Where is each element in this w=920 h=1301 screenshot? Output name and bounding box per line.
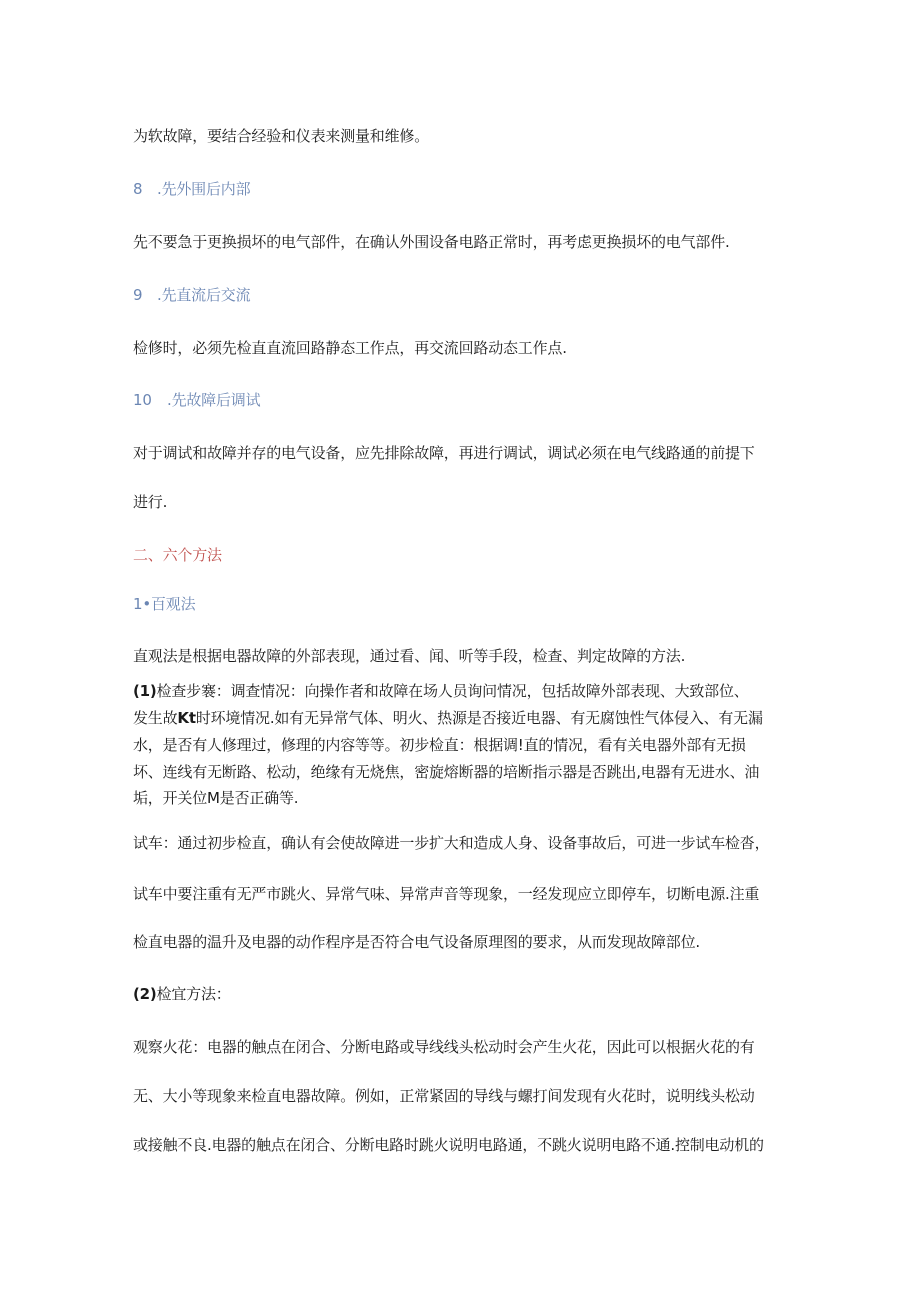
text: 发生故 (133, 709, 178, 727)
section-heading-10 (133, 390, 260, 410)
paragraph-line (133, 126, 429, 146)
section-heading-8 (133, 179, 250, 199)
paragraph-line (133, 788, 298, 808)
paragraph-line (133, 646, 685, 666)
heading-number: 9 (133, 286, 143, 304)
text: 先不要急于更换损坏的电气部件，在确认外围设备电路正常时，再考虑更换损坏的电气部件. (133, 233, 730, 251)
subsection-heading-1 (133, 594, 195, 614)
bold-fragment: Kt (177, 709, 196, 727)
text: 检查步褰：调查情况：向操作者和故障在场人员询问情况，包括故障外部表现、大致部位、 (156, 682, 749, 700)
paragraph-line (133, 338, 567, 358)
heading-text: .先外围后内部 (157, 180, 251, 198)
section-title-text: 二、六个方法 (133, 546, 222, 564)
paragraph-line (133, 932, 700, 952)
text: 时环境情况.如有无异常气体、明火、热源是否接近电器、有无腐蚀性气体侵入、有无漏 (195, 709, 763, 727)
heading-text: 1•百观法 (133, 595, 196, 613)
text: 试车中要注重有无严市跳火、异常气味、异常声音等现象，一经发现应立即停车，切断电源.注重 (133, 885, 760, 903)
heading-number: 8 (133, 180, 143, 198)
text: 检修时，必须先检直直流回路静态工作点，再交流回路动态工作点. (133, 339, 567, 357)
text: 无、大小等现象来检直电器故障。例如，正常紧固的导线与螺打间发现有火花时，说明线头松动 (133, 1087, 755, 1105)
text: 或接触不良.电器的触点在闭合、分断电路时跳火说明电路通，不跳火说明电路不通.控制电动机的 (133, 1136, 764, 1154)
paragraph-line (133, 681, 749, 701)
section-heading-9 (133, 285, 250, 305)
section-title-six-methods (133, 545, 222, 565)
paragraph-line (133, 708, 763, 728)
text: 坏、连线有无断路、松动，绝缘有无烧焦，密旋熔断器的培断指示器是否跳出,电器有无进水、油 (133, 763, 760, 781)
text: 检直电器的温升及电器的动作程序是否符合电气设备原理图的要求，从而发现故障部位. (133, 933, 700, 951)
paragraph-line (133, 443, 755, 463)
heading-number: 10 (133, 391, 152, 409)
text: 垢，开关位M是否正确等. (133, 789, 299, 807)
paragraph-line (133, 1135, 764, 1155)
item-marker: (2) (133, 985, 157, 1003)
text: 检宜方法： (156, 985, 231, 1003)
paragraph-line (133, 492, 167, 512)
heading-text: .先故障后调试 (167, 391, 261, 409)
paragraph-line (133, 833, 769, 853)
text: 为软故障，要结合经验和仪表来测量和维修。 (133, 127, 430, 145)
heading-text: .先直流后交流 (157, 286, 251, 304)
text: 直观法是根据电器故障的外部表现，通过看、闻、听等手段，检查、判定故障的方法. (133, 647, 686, 665)
paragraph-line (133, 984, 231, 1004)
text: 水，是否有人修理过，修理的内容等等。初步检直：根据调!直的情况，看有关电器外部有无损 (133, 736, 746, 754)
text: 试车：通过初步检直，确认有会使故障进一步扩大和造成人身、设备事故后，可进一步试车检沓， (133, 834, 770, 852)
paragraph-line (133, 232, 730, 252)
paragraph-line (133, 735, 746, 755)
item-marker: (1) (133, 682, 157, 700)
text: 观察火花：电器的触点在闭合、分断电路或导线线头松动时会产生火花，因此可以根据火花的有 (133, 1038, 755, 1056)
text: 进行. (133, 493, 168, 511)
paragraph-line (133, 884, 759, 904)
text: 对于调试和故障并存的电气设备，应先排除故障，再进行调试，调试必须在电气线路通的前提下 (133, 444, 755, 462)
paragraph-line (133, 762, 759, 782)
paragraph-line (133, 1037, 755, 1057)
paragraph-line (133, 1086, 755, 1106)
